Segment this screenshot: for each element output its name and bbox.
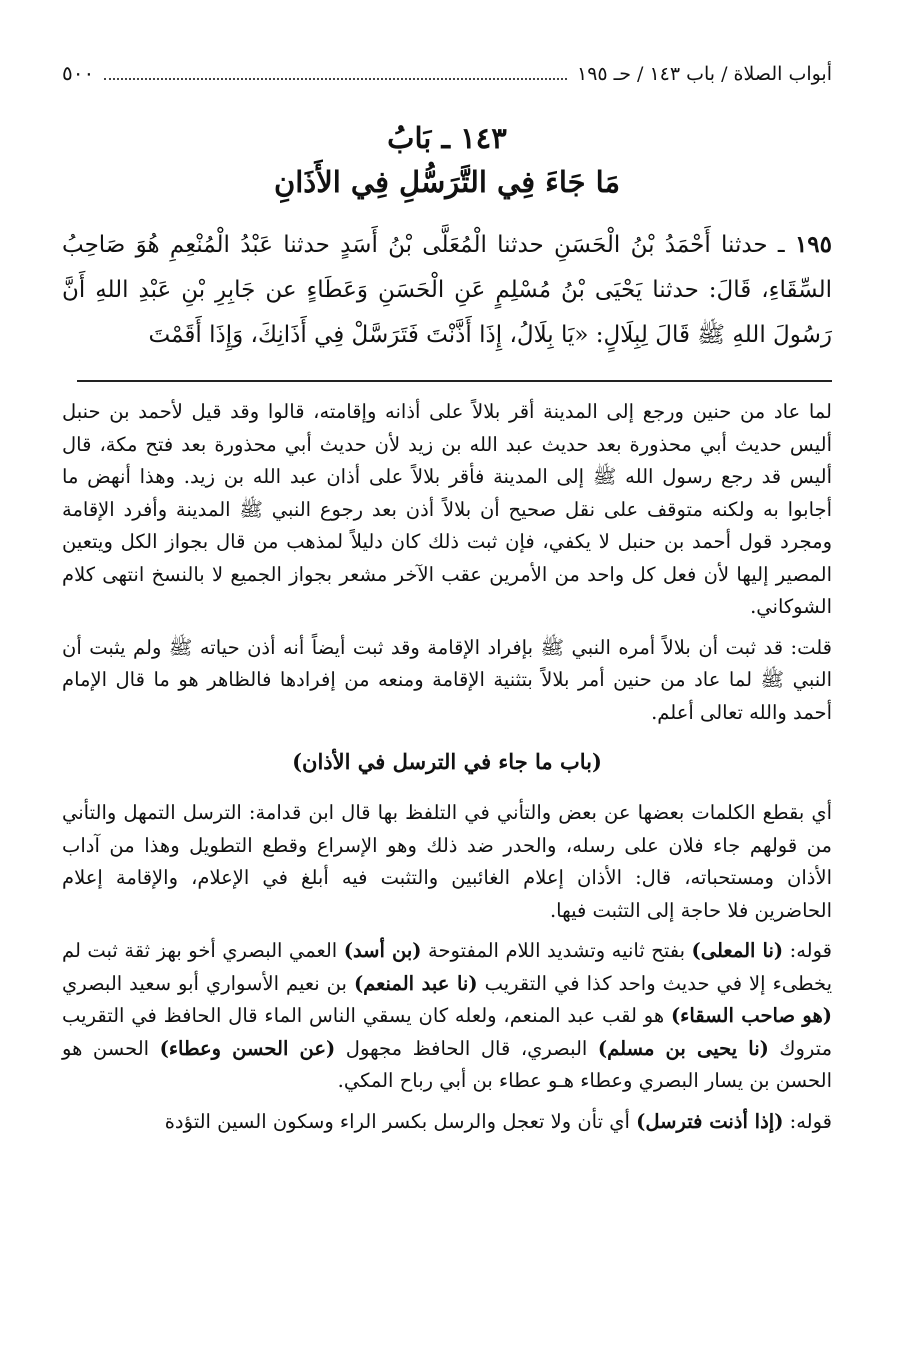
quoted-phrase: (عن الحسن وعطاء)	[159, 1036, 336, 1060]
text-run: البصري، قال الحافظ مجهول	[335, 1036, 598, 1060]
text-run: أي تأن ولا تعجل والرسل بكسر الراء وسكون السين التؤدة	[164, 1109, 637, 1133]
running-header	[62, 58, 832, 92]
running-title: أبواب الصلاة / باب ١٤٣ / حـ ١٩٥	[576, 63, 832, 85]
commentary-paragraph	[62, 1106, 832, 1139]
commentary-paragraph: قلت: قد ثبت أن بلالاً أمره النبي ﷺ بإفراد الإقامة وقد ثبت أيضاً أنه أذن حياته ﷺ ولم يثبت أن النبي ﷺ لما عاد من حنين أمر بلالاً بتثنية الإقامة ومنعه من إفرادها فالظاهر هو ما قال الإمام أحمد والله تعالى أعلم.	[62, 635, 832, 724]
hadith-text-block	[62, 222, 832, 358]
hadith-number: ١٩٥	[794, 231, 832, 258]
quoted-phrase: (نا عبد المنعم)	[353, 971, 478, 995]
quoted-phrase: (بن أسد)	[343, 939, 422, 962]
quoted-phrase: (نا المعلى)	[691, 939, 784, 962]
section-heading: (باب ما جاء في الترسل في الأذان)	[292, 749, 602, 774]
chapter-subtitle: مَا جَاءَ فِي التَّرَسُّلِ فِي الأَذَانِ	[273, 165, 621, 199]
header-dot-leader	[104, 78, 567, 80]
page-number: ٥٠٠	[62, 61, 95, 85]
commentary-paragraph	[62, 935, 832, 1098]
commentary	[62, 396, 832, 1138]
text-run: بفتح ثانيه وتشديد اللام المفتوحة	[421, 939, 692, 962]
commentary-paragraph: لما عاد من حنين ورجع إلى المدينة أقر بلالاً على أذانه وإقامته، قالوا وقد قيل لأحمد بن حنبل أليس حديث أبي محذورة بعد حديث عبد الله بن زيد لأن حديث أبي محذورة بعد فتح مكة، قال أليس قد رجع رسول الله ﷺ إلى المدينة فأقر بلالاً على أذان عبد الله بن زيد. وهذا أنهض ما أجابوا به ولكنه متوقف على نقل صحيح أن بلالاً أذن بعد رجوع النبي ﷺ المدينة وأفرد الإقامة ومجرد قول أحمد بن حنبل لا يكفي، فإن ثبت ذلك كان دليلاً لمذهب من قال بجواز الكل ويتعين المصير إليها لأن فعل كل واحد من الأمرين عقب الآخر مشعر بجواز الجميع لا بالنسخ انتهى كلام الشوكاني.	[62, 400, 832, 618]
page	[62, 58, 832, 1146]
text-run: هو لقب عبد المنعم، ولعله كان يسقي الناس الماء قال الحافظ في التقريب متروك	[62, 1004, 833, 1060]
quoted-phrase: (هو صاحب السقاء)	[670, 1004, 832, 1027]
text-run: قوله:	[783, 1109, 832, 1133]
text-run: قوله:	[783, 939, 833, 962]
quoted-phrase: (نا يحيى بن مسلم)	[597, 1036, 769, 1060]
text-run: الحسن هو الحسن بن يسار البصري وعطاء هـو عطاء بن أبي رباح المكي.	[62, 1036, 832, 1092]
text-run: بن نعيم الأسواري أبو سعيد البصري	[62, 971, 354, 995]
hadith-text: ـ حدثنا أَحْمَدُ بْنُ الْحَسَنِ حدثنا الْمُعَلَّى بْنُ أَسَدٍ حدثنا عَبْدُ الْمُنْعِمِ هُوَ صَاحِبُ السِّقَاءِ، قَالَ: حدثنا يَحْيَى بْنُ مُسْلِمٍ عَنِ الْحَسَنِ وَعَطَاءٍ عن جَابِرِ بْنِ عَبْدِ اللهِ أَنَّ رَسُولَ اللهِ ﷺ قَالَ لِبِلَالٍ: «يَا بِلَالُ، إِذَا أَذَّنْتَ فَتَرَسَّلْ فِي أَذَانِكَ، وَإِذَا أَقَمْتَ	[62, 232, 832, 348]
quoted-phrase: (إذا أذنت فترسل)	[636, 1109, 784, 1133]
commentary-paragraph: أي بقطع الكلمات بعضها عن بعض والتأني في التلفظ بها قال ابن قدامة: الترسل التمهل والتأني من قولهم جاء فلان على رسله، والحدر ضد ذلك وهو الإسراع وقطع التطويل وهذا من آداب الأذان ومستحباته، قال: الأذان إعلام الغائبين والتثبت فيه أبلغ في الإعلام، والإقامة إعلام الحاضرين فلا حاجة إلى التثبت فيها.	[62, 801, 832, 922]
footnote-divider	[77, 380, 832, 382]
chapter-title: ١٤٣ ـ بَابُ	[387, 121, 507, 155]
text-run: العمي البصري أخو بهز ثقة ثبت لم يخطىء إلا في حديث واحد كذا في التقريب	[62, 939, 833, 995]
